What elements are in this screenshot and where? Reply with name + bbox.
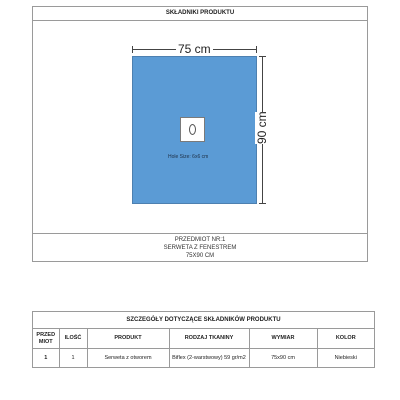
components-title: SKŁADNIKI PRODUKTU	[33, 7, 367, 21]
cell-fabric-type: Biflex (2-warstwowy) 59 gr/m2	[169, 349, 249, 369]
component-details-table	[32, 311, 375, 368]
header-dimension: WYMIAR	[249, 329, 317, 349]
frame-divider	[33, 233, 367, 234]
caption-line-product-name: SERWETA Z FENESTREM	[163, 245, 237, 251]
cell-dimension: 75x90 cm	[249, 349, 317, 369]
fenestration-hole	[189, 124, 196, 135]
cell-item: 1	[33, 349, 59, 369]
details-table-title: SZCZEGÓŁY DOTYCZĄCE SKŁADNIKÓW PRODUKTU	[33, 312, 374, 329]
width-dimension-label: 75 cm	[178, 42, 211, 56]
table-header-row	[33, 329, 374, 349]
header-fabric-type: RODZAJ TKANINY	[169, 329, 249, 349]
caption-line-item-number: PRZEDMIOT NR:1	[174, 237, 226, 243]
header-color: KOLOR	[317, 329, 374, 349]
header-product: PRODUKT	[87, 329, 169, 349]
hole-size-label: Hole Size: 6x6 cm	[168, 154, 209, 160]
cell-color: Niebieski	[334, 355, 357, 361]
fenestration-window	[180, 117, 205, 142]
cell-quantity: 1	[59, 349, 87, 369]
header-item: PRZED MIOT	[33, 329, 59, 349]
cell-product: Serweta z otworem	[87, 349, 169, 369]
details-table	[33, 329, 374, 368]
caption-line-size: 75X90 CM	[185, 253, 215, 259]
height-dimension-label: 90 cm	[255, 111, 269, 144]
table-row	[33, 349, 374, 369]
header-quantity: ILOŚĆ	[59, 329, 87, 349]
item-caption	[33, 236, 367, 260]
